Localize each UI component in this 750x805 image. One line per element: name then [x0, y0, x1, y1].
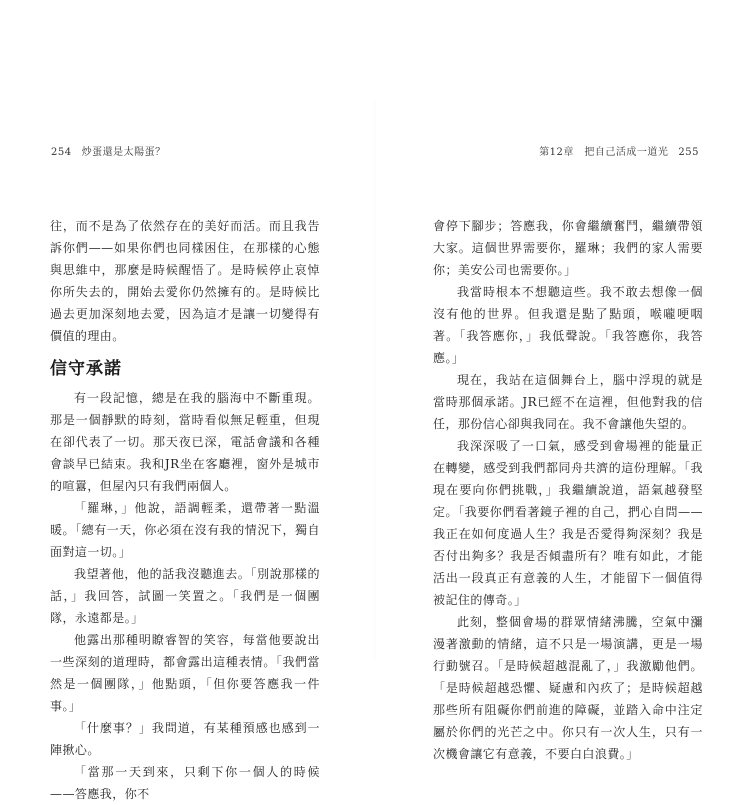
left-paragraph-continued: 往，而不是為了依然存在的美好而活。而且我告訴你們——如果你們也同樣困住，在那樣的心態與思維中，那麼是時候醒悟了。是時候停止哀悼你所失去的，開始去愛你仍然擁有的。是時候比過去更加深刻地去愛，因為這才是讓一切變得有價值的理由。: [50, 219, 320, 343]
right-running-head-title: 第12章 把自己活成一道光: [539, 147, 669, 158]
left-page: [0, 0, 375, 801]
left-running-head-title: 炒蛋還是太陽蛋？: [81, 147, 166, 158]
right-paragraph: 此刻，整個會場的群眾情緒沸騰，空氣中瀰漫著激動的情緒，這不只是一場演講，更是一場行動號召。「是時候超越混亂了，」我激勵他們。「是時候超越恐懼、疑慮和內疚了；是時候超越那些所有阻礙你們前進的障礙，並踏入命中注定屬於你們的光芒之中。你只有一次人生，只有一次機會讓它有意義，不要白白浪費。」: [433, 615, 703, 761]
right-paragraph: 我當時根本不想聽這些。我不敢去想像一個沒有他的世界。但我還是點了點頭，喉嚨哽咽著。「我答應你，」我低聲說。「我答應你，我答應。」: [433, 285, 703, 365]
right-page-number: 255: [678, 147, 699, 158]
right-body-text: [433, 215, 703, 765]
left-page-number: 254: [51, 147, 72, 158]
left-paragraph: 我望著他，他的話我沒聽進去。「別說那樣的話，」我回答，試圖一笑置之。「我們是一個團隊，永遠都是。」: [50, 567, 320, 625]
right-paragraph: 我深深吸了一口氣，感受到會場裡的能量正在轉變，感受到我們都同舟共濟的這份理解。「我現在要向你們挑戰，」我繼續說道，語氣越發堅定。「我要你們看著鏡子裡的自己，捫心自問——我正在如何度過人生？我是否愛得夠深刻？我是否付出夠多？我是否傾盡所有？唯有如此，才能活出一段真正有意義的人生，才能留下一個值得被記住的傳奇。」: [433, 439, 703, 607]
left-running-head: [51, 146, 166, 160]
right-running-head: [539, 146, 699, 160]
section-heading: 信守承諾: [50, 359, 122, 379]
left-paragraph: 「羅琳，」他說，語調輕柔，還帶著一點溫暖。「總有一天，你必須在沒有我的情況下，獨自面對這一切。」: [50, 501, 320, 559]
left-paragraph: 「什麼事？」我問道，有某種預感也感到一陣揪心。: [50, 721, 320, 757]
left-paragraph: 有一段記憶，總是在我的腦海中不斷重現。那是一個靜默的時刻，當時看似無足輕重，但現在卻代表了一切。那天夜已深，電話會議和各種會談早已結束。我和JR坐在客廳裡，窗外是城市的喧囂，但屋內只有我們兩個人。: [50, 391, 320, 493]
left-paragraph: 他露出那種明瞭睿智的笑容，每當他要說出一些深刻的道理時，都會露出這種表情。「我們當然是一個團隊，」他點頭，「但你要答應我一件事。」: [50, 633, 320, 713]
right-paragraph: 現在，我站在這個舞台上，腦中浮現的就是當時那個承諾。JR已經不在這裡，但他對我的信任，那份信心卻與我同在。我不會讓他失望的。: [433, 373, 703, 431]
left-paragraph: 「當那一天到來，只剩下你一個人的時候——答應我，你不: [50, 765, 320, 801]
left-body-text: [50, 215, 320, 805]
right-paragraph-continued: 會停下腳步；答應我，你會繼續奮鬥，繼續帶領大家。這個世界需要你，羅琳；我們的家人需要你；美安公司也需要你。」: [433, 219, 703, 277]
right-page: [375, 0, 750, 761]
